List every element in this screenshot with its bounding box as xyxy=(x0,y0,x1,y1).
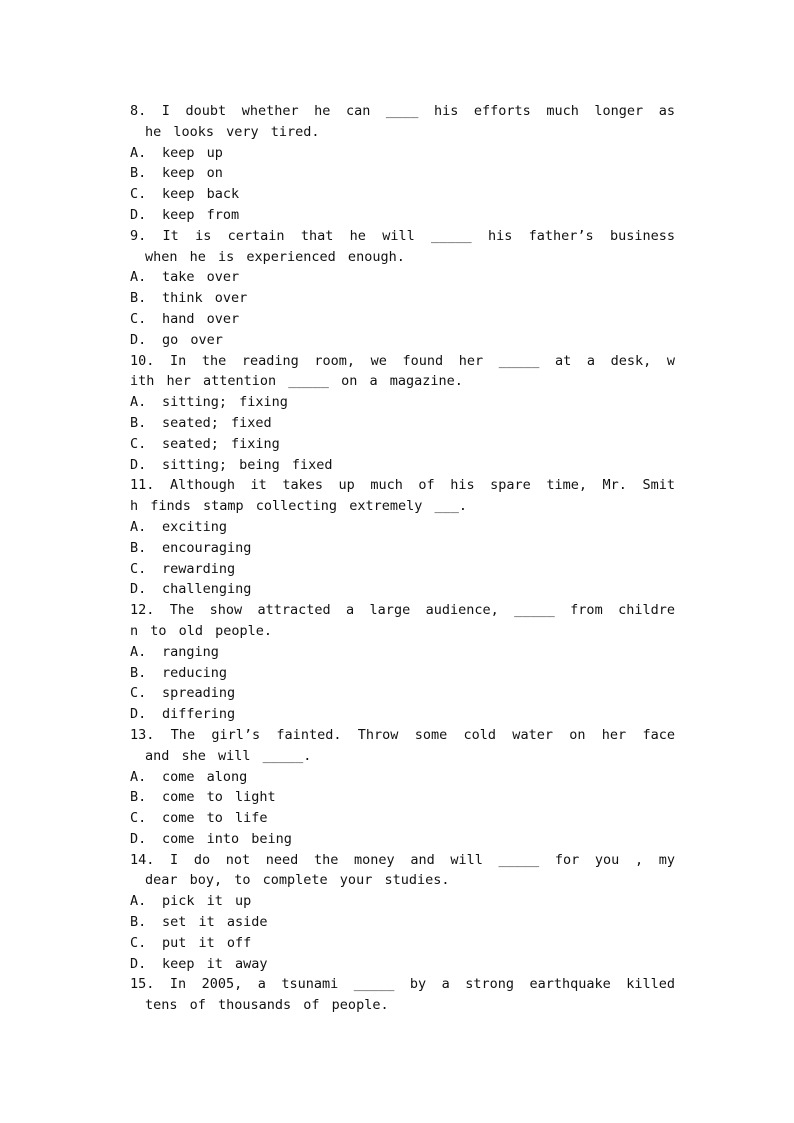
option-text: keep back xyxy=(162,186,240,203)
option-a xyxy=(130,767,675,788)
option-text: put it off xyxy=(162,934,252,951)
option-text: come to light xyxy=(162,789,276,806)
question-10 xyxy=(130,351,675,476)
option-c xyxy=(130,184,675,205)
option-c xyxy=(130,933,675,954)
option-d xyxy=(130,205,675,226)
option-text: rewarding xyxy=(162,560,236,577)
option-letter: D. xyxy=(130,331,147,348)
option-text: go over xyxy=(162,331,223,348)
option-text: sitting; being fixed xyxy=(162,456,333,473)
option-letter: B. xyxy=(130,539,147,556)
option-letter: B. xyxy=(130,789,147,806)
question-stem-line: ith her attention _____ on a magazine. xyxy=(130,373,463,390)
question-stem-line: n to old people. xyxy=(130,622,273,639)
option-letter: C. xyxy=(130,810,147,827)
option-text: spreading xyxy=(162,685,236,702)
option-text: keep up xyxy=(162,144,223,161)
option-b xyxy=(130,288,675,309)
question-12 xyxy=(130,600,675,725)
question-14 xyxy=(130,850,675,975)
option-letter: D. xyxy=(130,706,147,723)
option-letter: B. xyxy=(130,414,147,431)
question-11 xyxy=(130,475,675,600)
option-text: set it aside xyxy=(162,914,268,931)
question-stem-line: 9. It is certain that he will _____ his father’s business xyxy=(130,227,675,244)
option-letter: C. xyxy=(130,186,147,203)
option-text: think over xyxy=(162,290,248,307)
option-text: keep from xyxy=(162,206,240,223)
option-b xyxy=(130,413,675,434)
option-letter: D. xyxy=(130,456,147,473)
option-letter: A. xyxy=(130,518,147,535)
option-letter: A. xyxy=(130,643,147,660)
option-b xyxy=(130,787,675,808)
option-letter: A. xyxy=(130,269,147,286)
option-c xyxy=(130,683,675,704)
question-13 xyxy=(130,725,675,850)
option-text: keep on xyxy=(162,165,223,182)
option-a xyxy=(130,642,675,663)
option-letter: C. xyxy=(130,934,147,951)
question-stem-line: and she will _____. xyxy=(145,747,312,764)
option-b xyxy=(130,163,675,184)
option-letter: D. xyxy=(130,206,147,223)
option-text: sitting; fixing xyxy=(162,394,288,411)
question-8 xyxy=(130,101,675,226)
question-15 xyxy=(130,974,675,1016)
option-text: challenging xyxy=(162,581,252,598)
option-c xyxy=(130,434,675,455)
option-letter: C. xyxy=(130,560,147,577)
option-text: come to life xyxy=(162,810,268,827)
option-letter: C. xyxy=(130,685,147,702)
option-letter: C. xyxy=(130,310,147,327)
option-b xyxy=(130,912,675,933)
question-stem-line: 14. I do not need the money and will _____ for you , my xyxy=(130,851,675,868)
question-stem-line: 8. I doubt whether he can ____ his efforts much longer as xyxy=(130,103,675,119)
question-9 xyxy=(130,226,675,351)
option-letter: A. xyxy=(130,768,147,785)
question-stem-line: 13. The girl’s fainted. Throw some cold water on her face xyxy=(130,726,675,743)
option-a xyxy=(130,267,675,288)
option-text: come into being xyxy=(162,830,292,847)
option-letter: D. xyxy=(130,581,147,598)
question-stem-line: 10. In the reading room, we found her _____ at a desk, w xyxy=(130,352,675,369)
option-b xyxy=(130,538,675,559)
option-text: seated; fixed xyxy=(162,414,272,431)
question-stem-line: h finds stamp collecting extremely ___. xyxy=(130,498,467,515)
question-sheet xyxy=(130,101,675,1016)
option-letter: B. xyxy=(130,290,147,307)
option-text: encouraging xyxy=(162,539,252,556)
option-text: seated; fixing xyxy=(162,435,280,452)
option-letter: D. xyxy=(130,955,147,972)
option-text: exciting xyxy=(162,518,228,535)
option-letter: D. xyxy=(130,830,147,847)
option-c xyxy=(130,309,675,330)
option-letter: B. xyxy=(130,664,147,681)
question-stem-line: dear boy, to complete your studies. xyxy=(145,872,450,889)
option-letter: A. xyxy=(130,893,147,910)
option-letter: A. xyxy=(130,394,147,411)
option-a xyxy=(130,517,675,538)
option-d xyxy=(130,704,675,725)
option-text: hand over xyxy=(162,310,240,327)
option-d xyxy=(130,330,675,351)
question-stem-line: 11. Although it takes up much of his spare time, Mr. Smit xyxy=(130,477,675,494)
option-a xyxy=(130,392,675,413)
option-text: ranging xyxy=(162,643,219,660)
option-b xyxy=(130,663,675,684)
option-c xyxy=(130,559,675,580)
option-a xyxy=(130,143,675,164)
option-text: differing xyxy=(162,706,236,723)
option-d xyxy=(130,829,675,850)
question-stem-line: tens of thousands of people. xyxy=(145,997,389,1014)
question-stem-line: 15. In 2005, a tsunami _____ by a strong earthquake killed xyxy=(130,976,675,993)
option-d xyxy=(130,954,675,975)
question-stem-line: he looks very tired. xyxy=(145,123,320,140)
option-letter: C. xyxy=(130,435,147,452)
option-letter: A. xyxy=(130,144,147,161)
option-letter: B. xyxy=(130,914,147,931)
option-text: come along xyxy=(162,768,248,785)
option-c xyxy=(130,808,675,829)
option-text: keep it away xyxy=(162,955,268,972)
option-d xyxy=(130,579,675,600)
question-stem-line: when he is experienced enough. xyxy=(145,248,405,265)
question-stem-line: 12. The show attracted a large audience, _____ from childre xyxy=(130,602,675,619)
option-text: take over xyxy=(162,269,240,286)
option-text: reducing xyxy=(162,664,228,681)
option-text: pick it up xyxy=(162,893,252,910)
option-letter: B. xyxy=(130,165,147,182)
option-d xyxy=(130,455,675,476)
option-a xyxy=(130,891,675,912)
